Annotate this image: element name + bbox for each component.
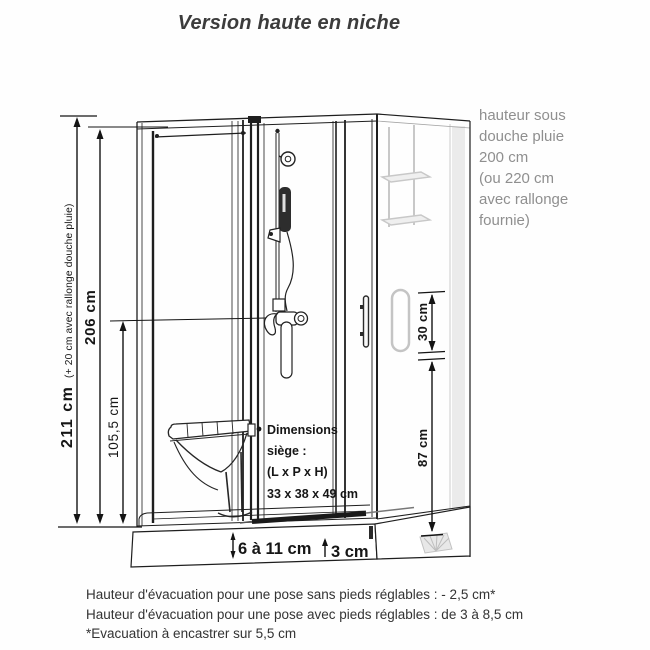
footnote-line: *Evacuation à encastrer sur 5,5 cm [86,626,297,641]
seat-label-line1: Dimensions [267,423,338,437]
seat-label-line3: (L x P x H) [267,465,328,479]
side-note-line: (ou 220 cm [479,170,555,187]
door-handle [360,296,369,347]
dim-211-label: 211 cm [59,385,76,448]
page-title: Version haute en niche [177,12,401,34]
side-note-line: fournie) [479,212,530,229]
enclosure-frame [137,114,377,527]
dim-base-step-label: 3 cm [331,543,369,561]
side-note-line: hauteur sous [479,107,566,124]
evacuation-footnotes [86,585,523,644]
side-note-line: avec rallonge [479,191,569,208]
dim-87-label: 87 cm [415,428,430,467]
corner-shelves [382,125,430,227]
seat-label-line4: 33 x 38 x 49 cm [267,487,359,501]
grab-bar [392,290,409,351]
dim-base-range-label: 6 à 11 cm [238,540,312,558]
side-note-line: 200 cm [479,149,529,166]
footnote-line: Hauteur d'évacuation pour une pose avec pieds réglables : de 3 à 8,5 cm [86,606,524,622]
dimension-206 [88,127,168,524]
dim-30-label: 30 cm [415,302,430,341]
dim-105-label: 105,5 cm [106,396,121,458]
shower-head-icon [281,152,295,166]
side-note-line: douche pluie [479,128,565,145]
shower-column [264,129,307,378]
seat-label-line2: siège : [267,444,307,458]
dim-211-note-label: (+ 20 cm avec rallonge douche pluie) [64,203,75,378]
footnote-line: Hauteur d'évacuation pour une pose sans pieds réglables : - 2,5 cm* [86,587,496,602]
fold-down-seat [168,420,255,517]
seat-dimensions-label [257,423,358,501]
dim-206-label: 206 cm [82,289,99,345]
